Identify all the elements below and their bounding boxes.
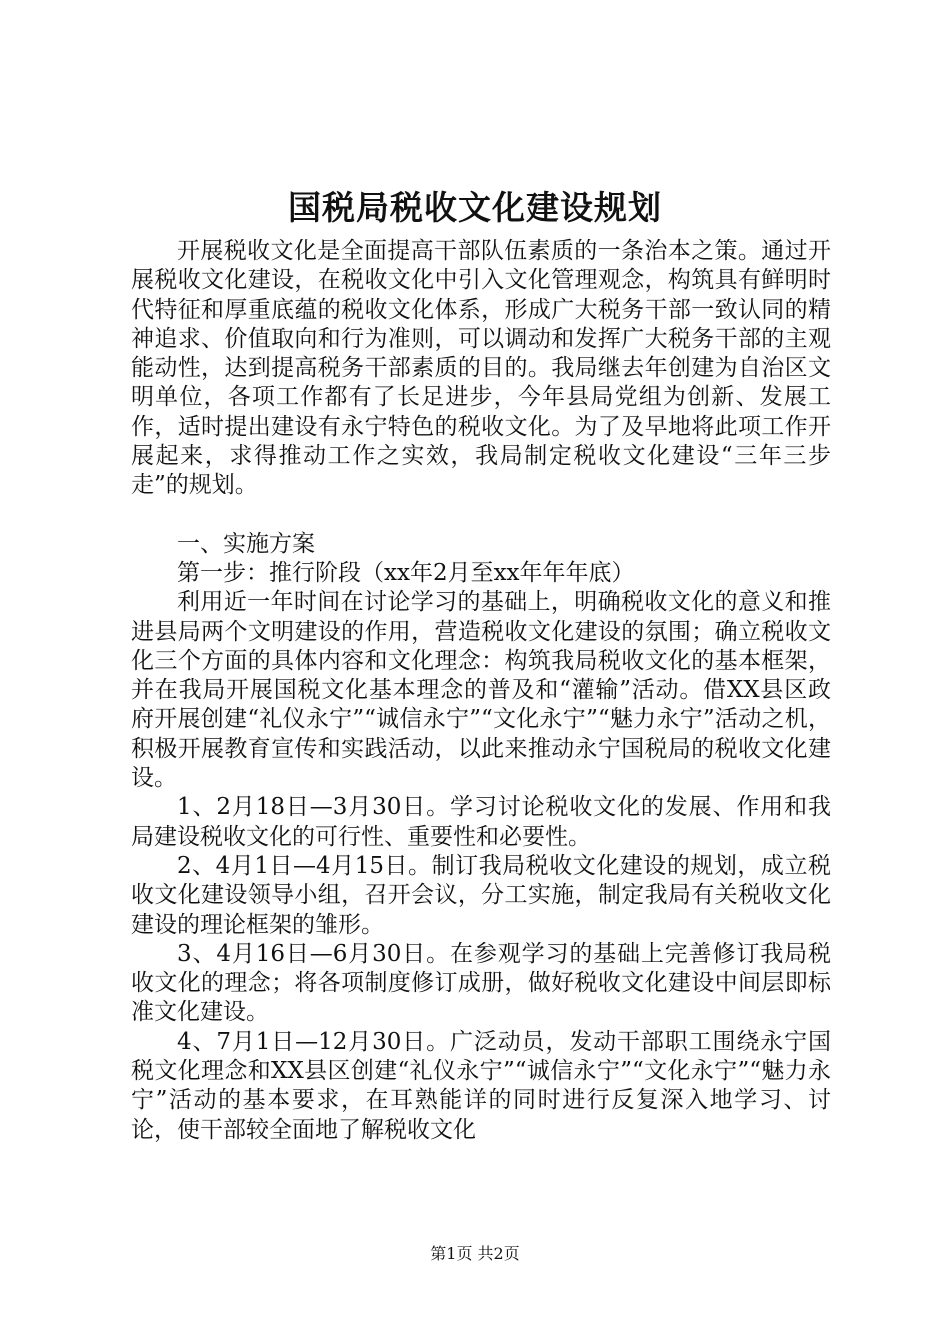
- page-footer: 第1页 共2页: [430, 1244, 520, 1263]
- list-item-1: 1、2月18日—3月30日。学习讨论税收文化的发展、作用和我局建设税收文化的可行性、重要性和必要性。: [131, 794, 831, 850]
- list-item-4: 4、7月1日—12月30日。广泛动员，发动干部职工围绕永宁国税文化理念和XX县区创建“礼仪永宁”“诚信永宁”“文化永宁”“魅力永宁”活动的基本要求，在耳熟能详的同时进行反复深入地学习、讨论，使干部较全面地了解税收文化: [131, 1028, 831, 1143]
- list-item-2: 2、4月1日—4月15日。制订我局税收文化建设的规划，成立税收文化建设领导小组，召开会议，分工实施，制定我局有关税收文化建设的理论框架的雏形。: [131, 852, 831, 938]
- paragraph-intro: 开展税收文化是全面提高干部队伍素质的一条治本之策。通过开展税收文化建设，在税收文化中引入文化管理观念，构筑具有鲜明时代特征和厚重底蕴的税收文化体系，形成广大税务干部一致认同的精神追求、价值取向和行为准则，可以调动和发挥广大税务干部的主观能动性，达到提高税务干部素质的目的。我局继去年创建为自治区文明单位，各项工作都有了长足进步，今年县局党组为创新、发展工作，适时提出建设有永宁特色的税收文化。为了及早地将此项工作开展起来，求得推动工作之实效，我局制定税收文化建设“三年三步走”的规划。: [131, 238, 831, 499]
- subheading-step-one: 第一步：推行阶段（xx年2月至xx年年年底）: [177, 559, 635, 586]
- list-item-3: 3、4月16日—6月30日。在参观学习的基础上完善修订我局税收文化的理念；将各项制度修订成册，做好税收文化建设中间层即标准文化建设。: [131, 940, 831, 1026]
- paragraph-step-one-detail: 利用近一年时间在讨论学习的基础上，明确税收文化的意义和推进县局两个文明建设的作用，营造税收文化建设的氛围；确立税收文化三个方面的具体内容和文化理念：构筑我局税收文化的基本框架，并在我局开展国税文化基本理念的普及和“灌输”活动。借XX县区政府开展创建“礼仪永宁”“诚信永宁”“文化永宁”“魅力永宁”活动之机，积极开展教育宣传和实践活动，以此来推动永宁国税局的税收文化建设。: [131, 589, 831, 792]
- document-body: [131, 237, 831, 1145]
- section-heading-implementation: 一、实施方案: [177, 530, 315, 557]
- document-title: 国税局税收文化建设规划: [288, 188, 662, 227]
